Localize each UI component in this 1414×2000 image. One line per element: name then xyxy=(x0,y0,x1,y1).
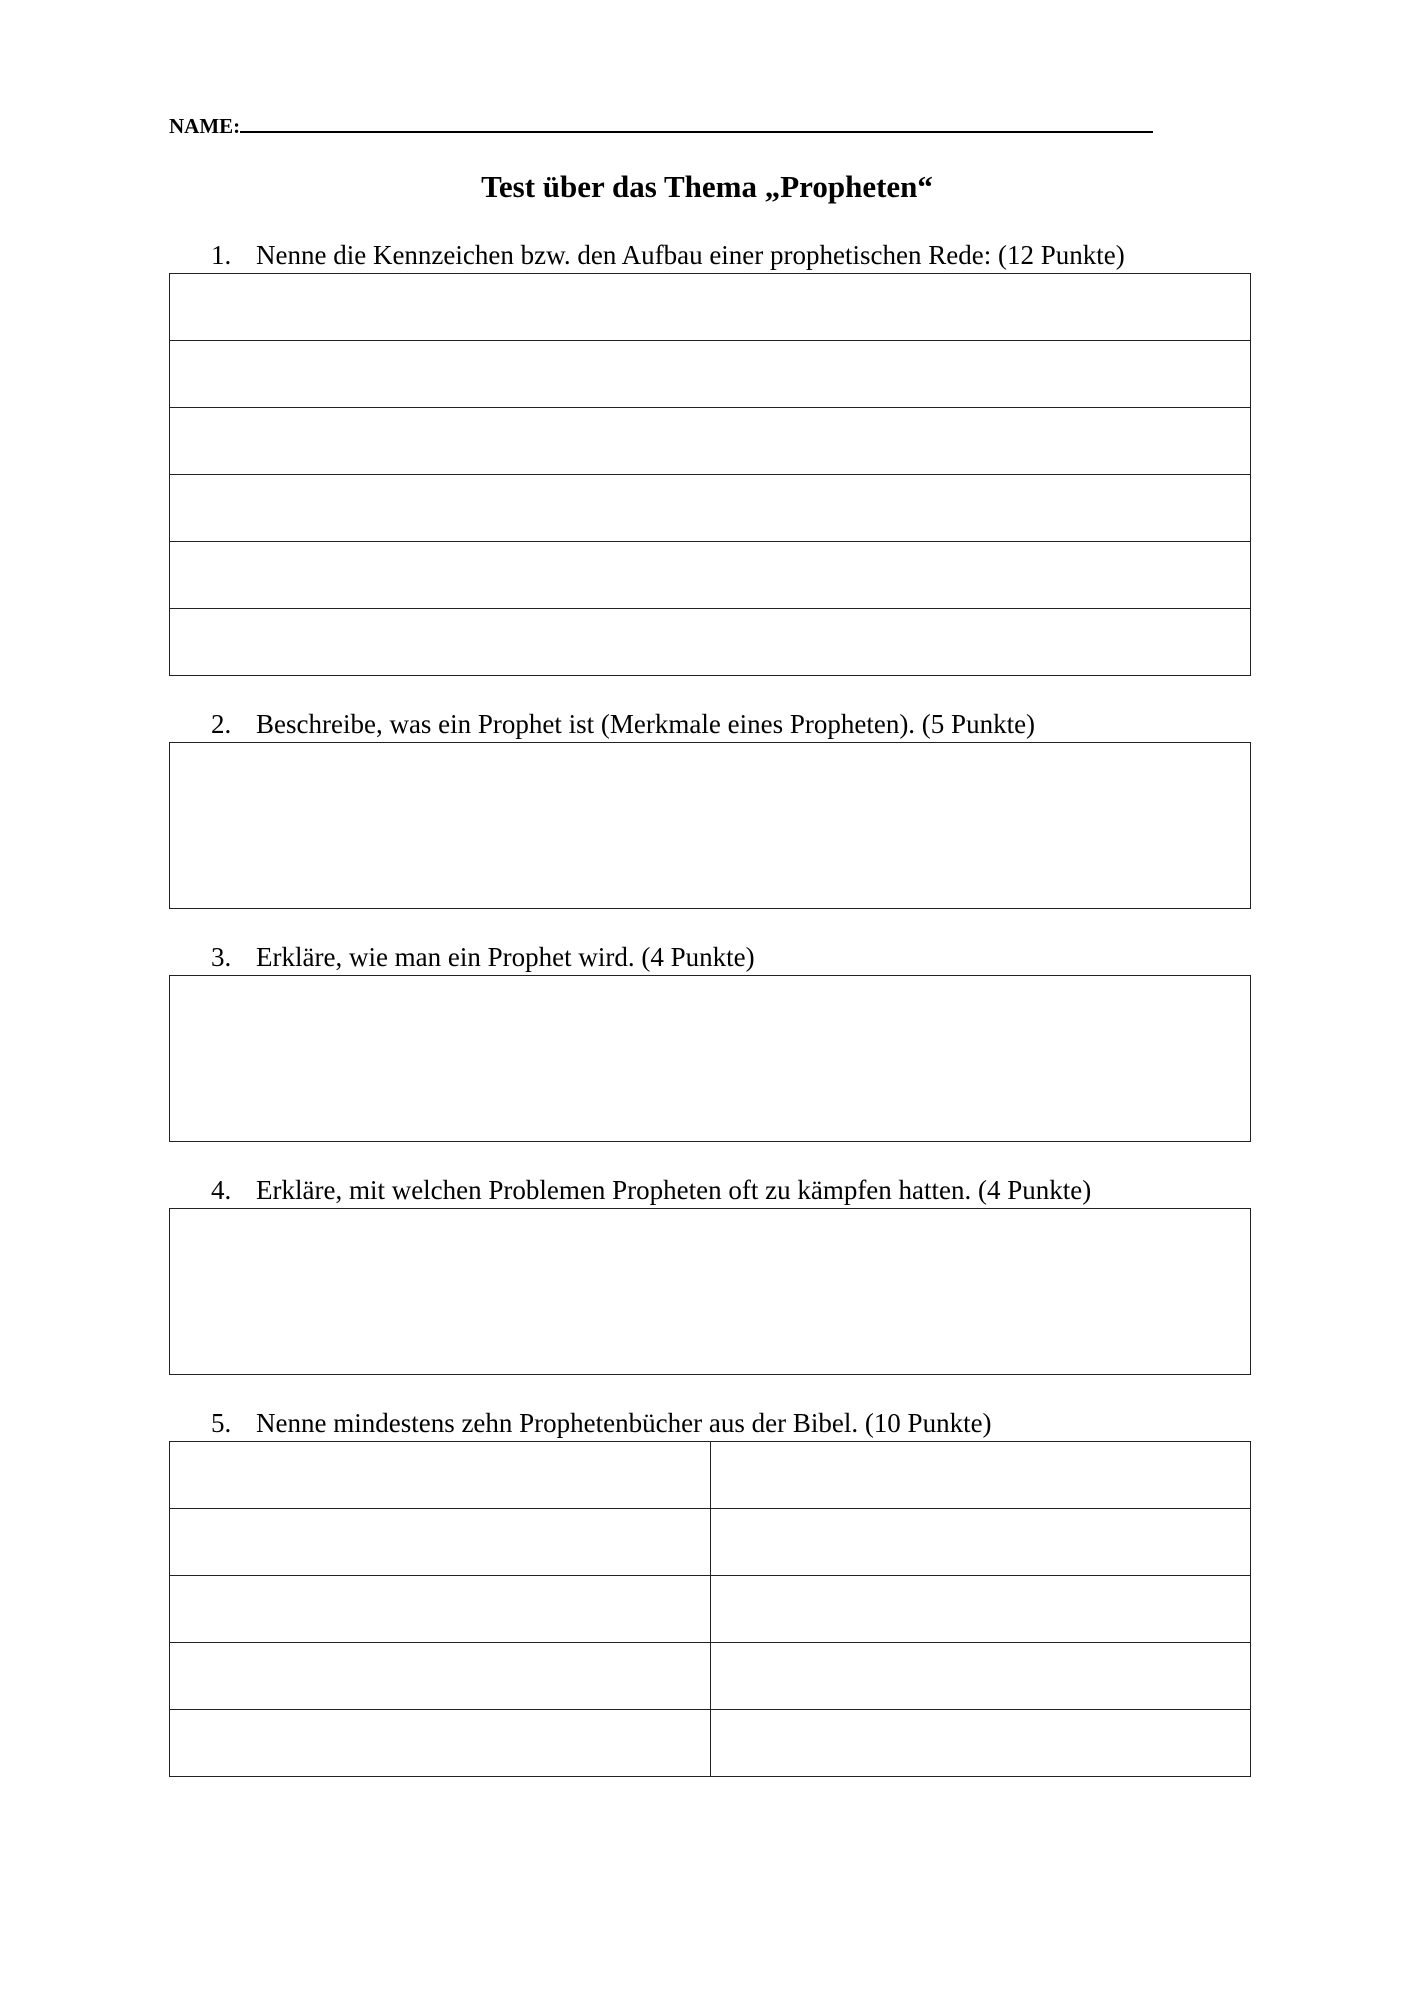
answer-box-4[interactable] xyxy=(169,1208,1251,1375)
question-number: 5. xyxy=(211,1408,232,1438)
name-field xyxy=(169,113,1153,139)
question-4 xyxy=(211,1175,1091,1206)
answer-cell[interactable] xyxy=(170,408,1251,475)
answer-cell[interactable] xyxy=(710,1643,1251,1710)
answer-grid-5 xyxy=(169,1441,1251,1777)
question-text: Nenne die Kennzeichen bzw. den Aufbau einer prophetischen Rede: (12 Punkte) xyxy=(256,240,1125,270)
answer-cell[interactable] xyxy=(170,542,1251,609)
answer-cell[interactable] xyxy=(170,341,1251,408)
answer-cell[interactable] xyxy=(170,609,1251,676)
answer-cell[interactable] xyxy=(170,274,1251,341)
page-title: Test über das Thema „Propheten“ xyxy=(481,169,933,204)
answer-cell[interactable] xyxy=(710,1710,1251,1777)
answer-cell[interactable] xyxy=(170,475,1251,542)
answer-cell[interactable] xyxy=(710,1576,1251,1643)
answer-cell[interactable] xyxy=(710,1442,1251,1509)
question-number: 2. xyxy=(211,709,232,739)
answer-cell[interactable] xyxy=(710,1509,1251,1576)
answer-cell[interactable] xyxy=(170,1509,711,1576)
question-text: Erkläre, mit welchen Problemen Propheten oft zu kämpfen hatten. (4 Punkte) xyxy=(256,1175,1092,1205)
answer-cell[interactable] xyxy=(170,1643,711,1710)
question-number: 3. xyxy=(211,942,232,972)
answer-cell[interactable] xyxy=(170,1710,711,1777)
question-text: Erkläre, wie man ein Prophet wird. (4 Punkte) xyxy=(256,942,755,972)
question-1 xyxy=(211,240,1125,271)
question-number: 1. xyxy=(211,240,232,270)
answer-box-2[interactable] xyxy=(169,742,1251,909)
question-2 xyxy=(211,709,1035,740)
question-text: Beschreibe, was ein Prophet ist (Merkmale eines Propheten). (5 Punkte) xyxy=(256,709,1036,739)
answer-grid-1 xyxy=(169,273,1251,676)
name-label: NAME: xyxy=(169,114,241,138)
question-text: Nenne mindestens zehn Prophetenbücher aus der Bibel. (10 Punkte) xyxy=(256,1408,992,1438)
answer-cell[interactable] xyxy=(170,1576,711,1643)
answer-box-3[interactable] xyxy=(169,975,1251,1142)
question-3 xyxy=(211,942,755,973)
question-5 xyxy=(211,1408,992,1439)
answer-cell[interactable] xyxy=(170,1442,711,1509)
question-number: 4. xyxy=(211,1175,232,1205)
name-input-line[interactable] xyxy=(240,113,1153,133)
